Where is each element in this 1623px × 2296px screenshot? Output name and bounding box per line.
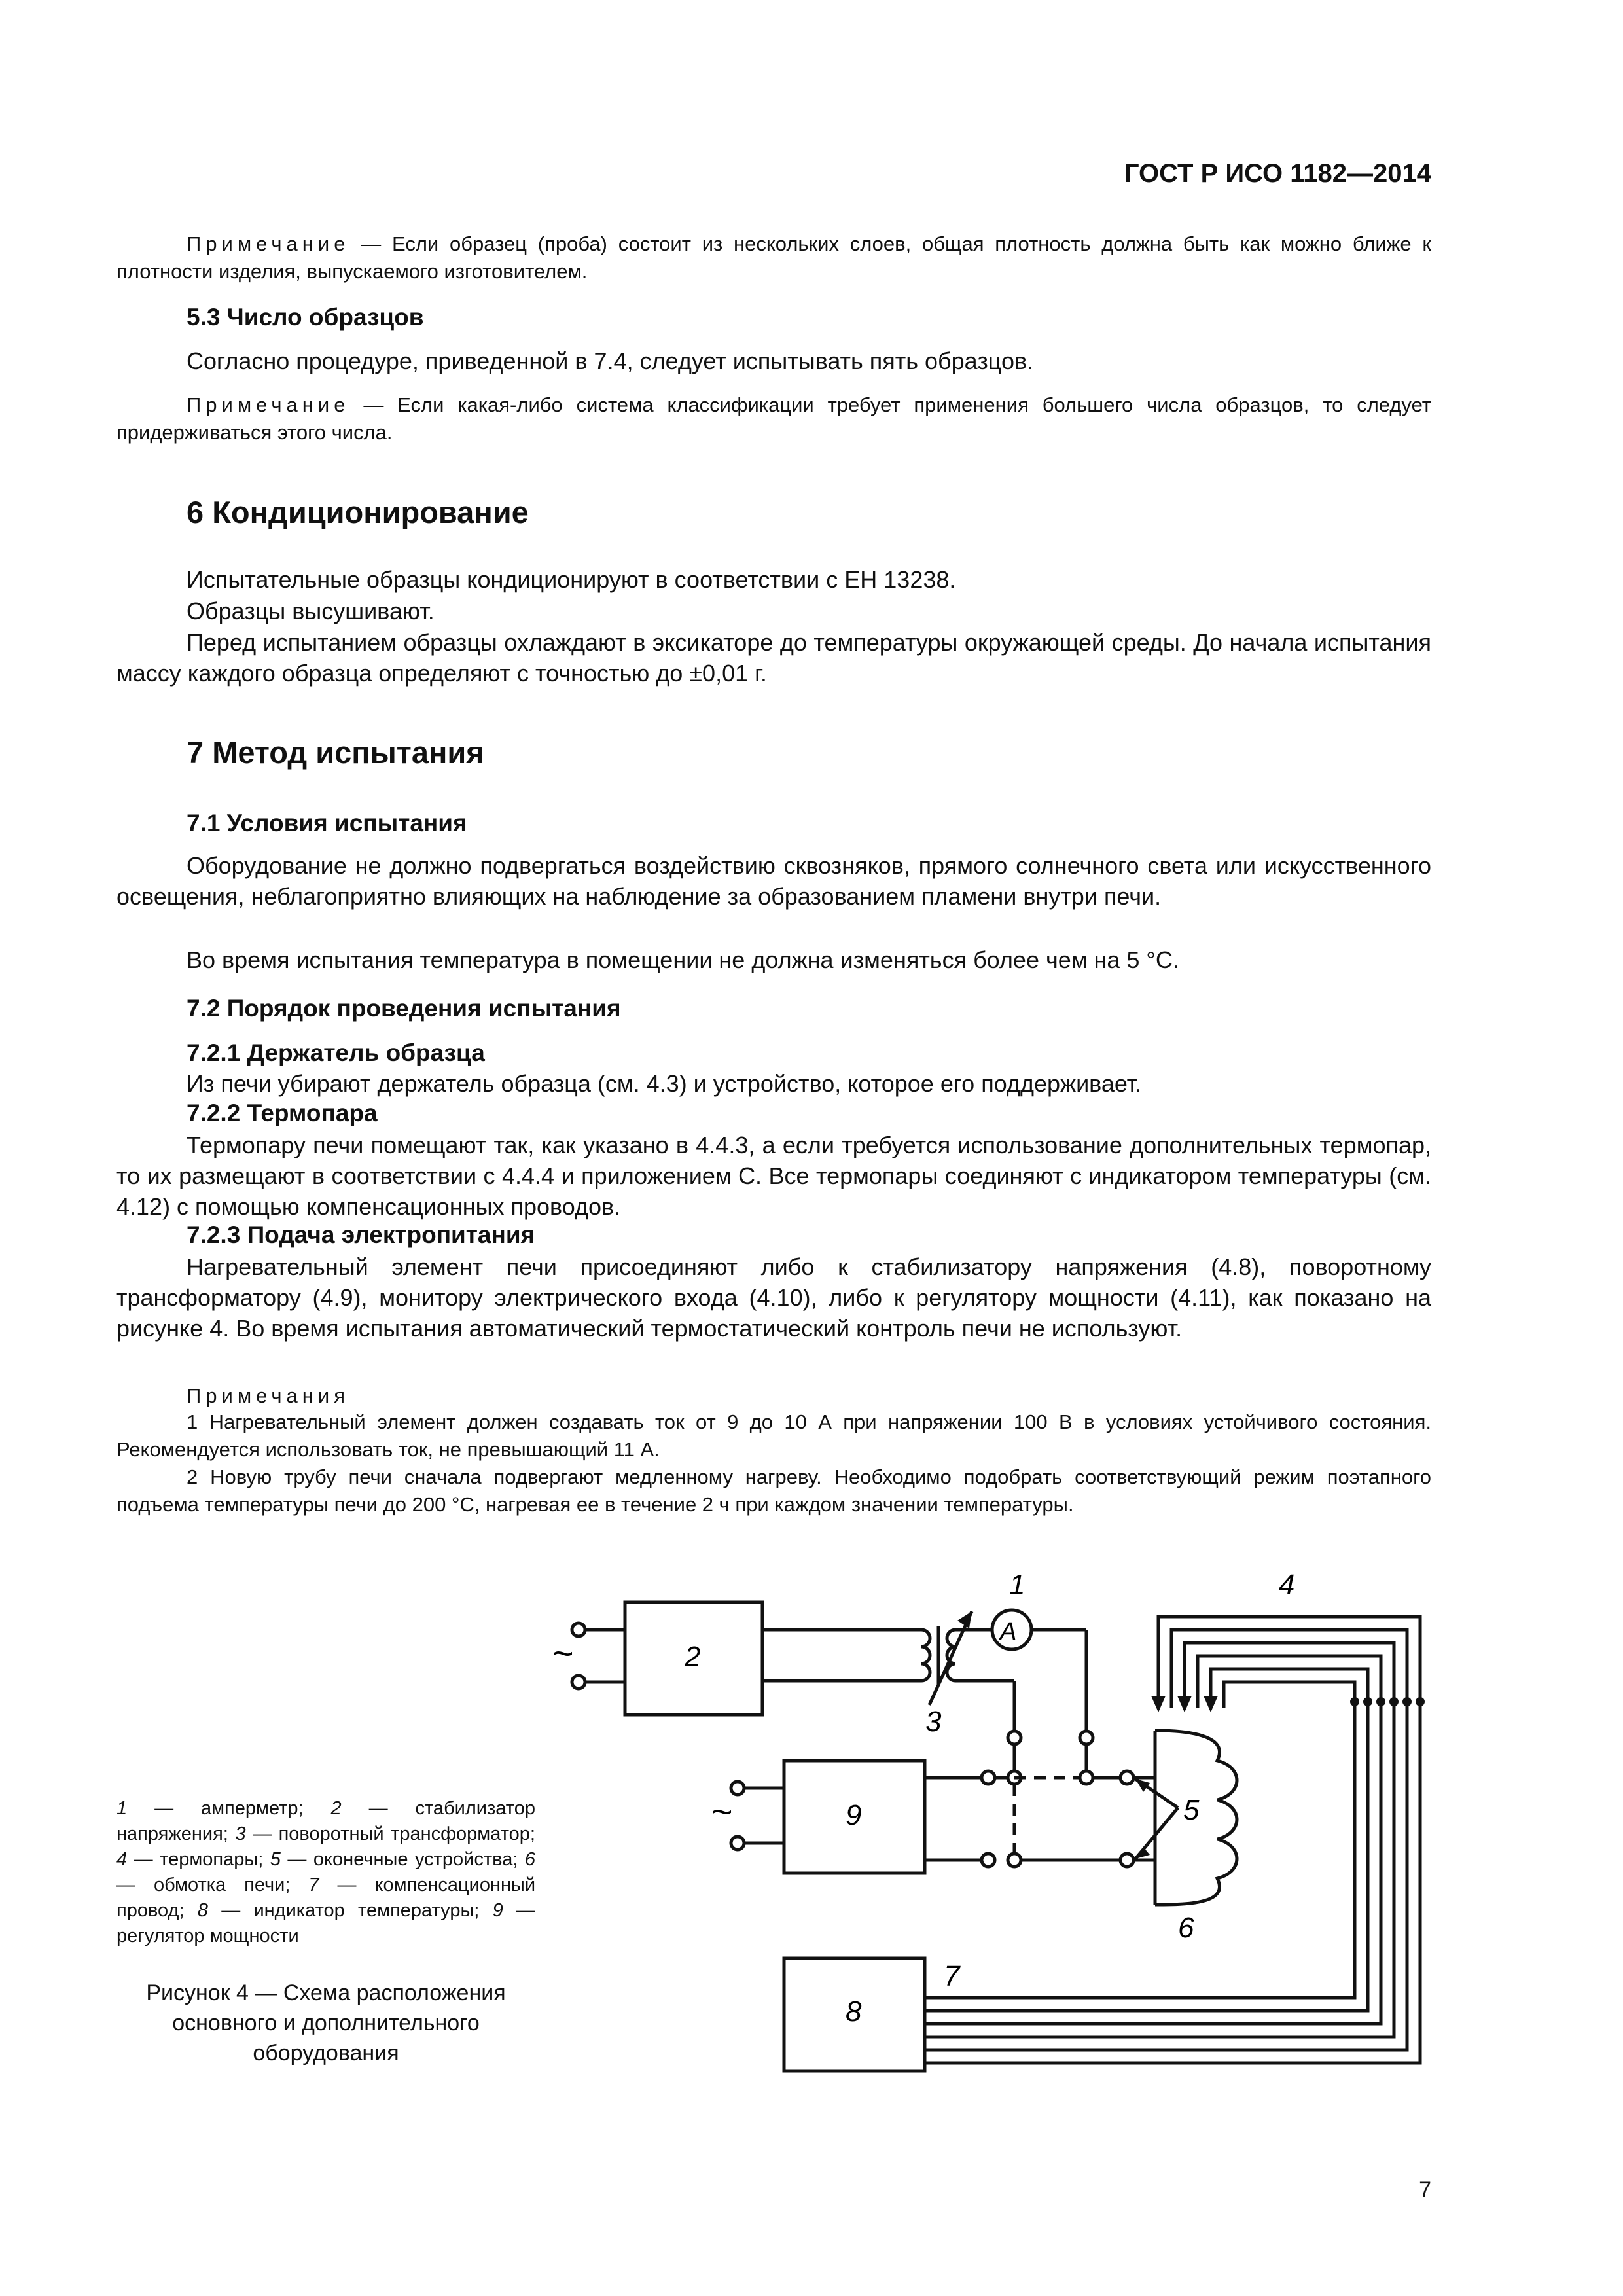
note-2-text: — Если какая-либо система классификации требует применения большего числа образцов, то следует придерживаться этого числа. bbox=[116, 393, 1431, 444]
terminal bbox=[572, 1623, 585, 1636]
terminal bbox=[1008, 1854, 1021, 1867]
note-3-1: 1 Нагревательный элемент должен создавать ток от 9 до 10 А при напряжении 100 В в условиях устойчивого состояния. Рекомендуется использовать ток, не превышающий 11 А. bbox=[116, 1410, 1431, 1461]
ac-symbol: ~ bbox=[552, 1632, 573, 1674]
section-5-3-title: 5.3 Число образцов bbox=[187, 304, 424, 331]
legend-item: 9 — регулятор мощности bbox=[116, 1900, 536, 1946]
label-4: 4 bbox=[1279, 1569, 1295, 1601]
standard-header: ГОСТ Р ИСО 1182—2014 bbox=[1124, 159, 1431, 188]
terminal bbox=[731, 1782, 744, 1795]
figure-title: Рисунок 4 — Схема расположения основного и дополнительного оборудования bbox=[146, 1981, 506, 2066]
label-3: 3 bbox=[925, 1706, 942, 1738]
legend-item: 2 — стабилизатор напряжения; bbox=[116, 1798, 535, 1844]
section-7-2-3-title: 7.2.3 Подача электропитания bbox=[187, 1221, 535, 1248]
note-3-2: 2 Новую трубу печи сначала подвергают медленному нагреву. Необходимо подобрать соответствующий режим поэтапного подъема температуры печи до 200 °С, нагревая ее в течение 2 ч при каждом значении температуры. bbox=[116, 1465, 1431, 1516]
note-1-text: — Если образец (проба) состоит из нескольких слоев, общая плотность должна быть как можно ближе к плотности изделия, выпускаемого изготовителем. bbox=[116, 232, 1431, 283]
transformer-primary bbox=[921, 1630, 930, 1681]
terminal bbox=[1008, 1731, 1021, 1744]
section-6-p2: Образцы высушивают. bbox=[187, 598, 435, 624]
legend-item: 8 — индикатор температуры; bbox=[197, 1900, 480, 1921]
section-7-1-p2: Во время испытания температура в помещении не должна изменяться более чем на 5 °С. bbox=[187, 946, 1179, 973]
section-6-title: 6 Кондиционирование bbox=[187, 495, 529, 529]
section-7-title: 7 Метод испытания bbox=[187, 735, 484, 770]
terminal bbox=[1080, 1731, 1093, 1744]
terminal bbox=[1080, 1771, 1093, 1784]
note-2 bbox=[116, 391, 1431, 446]
legend-item: 4 — термопары; bbox=[116, 1849, 264, 1870]
label-9: 9 bbox=[846, 1799, 862, 1831]
section-7-2-1-text: Из печи убирают держатель образца (см. 4.3) и устройство, которое его поддерживает. bbox=[187, 1070, 1142, 1097]
notes-label: Примечания bbox=[187, 1384, 349, 1407]
wiring-schematic bbox=[537, 1558, 1440, 2134]
section-7-2-1-title: 7.2.1 Держатель образца bbox=[187, 1039, 485, 1066]
legend-item: 6 — обмотка печи; bbox=[116, 1849, 536, 1895]
label-1: 1 bbox=[1009, 1569, 1026, 1601]
label-2: 2 bbox=[685, 1641, 701, 1673]
section-7-2-2-text: Термопару печи помещают так, как указано в 4.4.3, а если требуется использование дополнительных термопар, то их размещают в соответствии с 4.4.4 и приложением С. Все термопары соединяют с индикатором температуры (см. 4.12) с помощью компенсационных проводов. bbox=[116, 1132, 1431, 1220]
ammeter-label: A bbox=[1000, 1618, 1017, 1645]
section-7-1-p1: Оборудование не должно подвергаться воздействию сквозняков, прямого солнечного света или искусственного освещения, неблагоприятно влияющих на наблюдение за образованием пламени внутри печи. bbox=[116, 852, 1431, 910]
note-2-label: Примечание bbox=[187, 393, 350, 416]
label-8: 8 bbox=[846, 1996, 862, 2028]
figure-legend bbox=[116, 1796, 535, 1949]
note-1-label: Примечание bbox=[187, 232, 350, 255]
section-7-2-3-text: Нагревательный элемент печи присоединяют либо к стабилизатору напряжения (4.8), поворотному трансформатору (4.9), монитору электрического входа (4.10), либо к регулятору мощности (4.11), как показано на рисунке 4. Во время испытания автоматический термостатический контроль печи не используют. bbox=[116, 1253, 1431, 1342]
note-1 bbox=[116, 230, 1431, 285]
terminal bbox=[1120, 1854, 1133, 1867]
page-number: 7 bbox=[1419, 2178, 1431, 2202]
legend-item: 3 — поворотный трансформатор; bbox=[235, 1823, 535, 1844]
ac-symbol: ~ bbox=[711, 1791, 732, 1832]
terminal bbox=[731, 1837, 744, 1850]
section-6-p3: Перед испытанием образцы охлаждают в эксикаторе до температуры окружающей среды. До начала испытания массу каждого образца определяют с точностью до ±0,01 г. bbox=[116, 629, 1431, 687]
legend-item: 7 — компенсационный провод; bbox=[116, 1874, 536, 1921]
terminal bbox=[1120, 1771, 1133, 1784]
section-7-1-title: 7.1 Условия испытания bbox=[187, 810, 467, 836]
terminal bbox=[982, 1771, 995, 1784]
label-7: 7 bbox=[944, 1960, 960, 1992]
section-5-3-text: Согласно процедуре, приведенной в 7.4, следует испытывать пять образцов. bbox=[187, 348, 1034, 374]
legend-item: 5 — оконечные устройства; bbox=[270, 1849, 518, 1870]
section-6-p1: Испытательные образцы кондиционируют в соответствии с ЕН 13238. bbox=[187, 566, 956, 593]
section-7-2-title: 7.2 Порядок проведения испытания bbox=[187, 995, 621, 1022]
legend-item: 1 — амперметр; bbox=[116, 1798, 304, 1819]
terminal bbox=[982, 1854, 995, 1867]
terminal bbox=[572, 1676, 585, 1689]
label-5: 5 bbox=[1183, 1794, 1200, 1826]
label-6: 6 bbox=[1178, 1912, 1194, 1944]
section-7-2-2-title: 7.2.2 Термопара bbox=[187, 1100, 378, 1126]
